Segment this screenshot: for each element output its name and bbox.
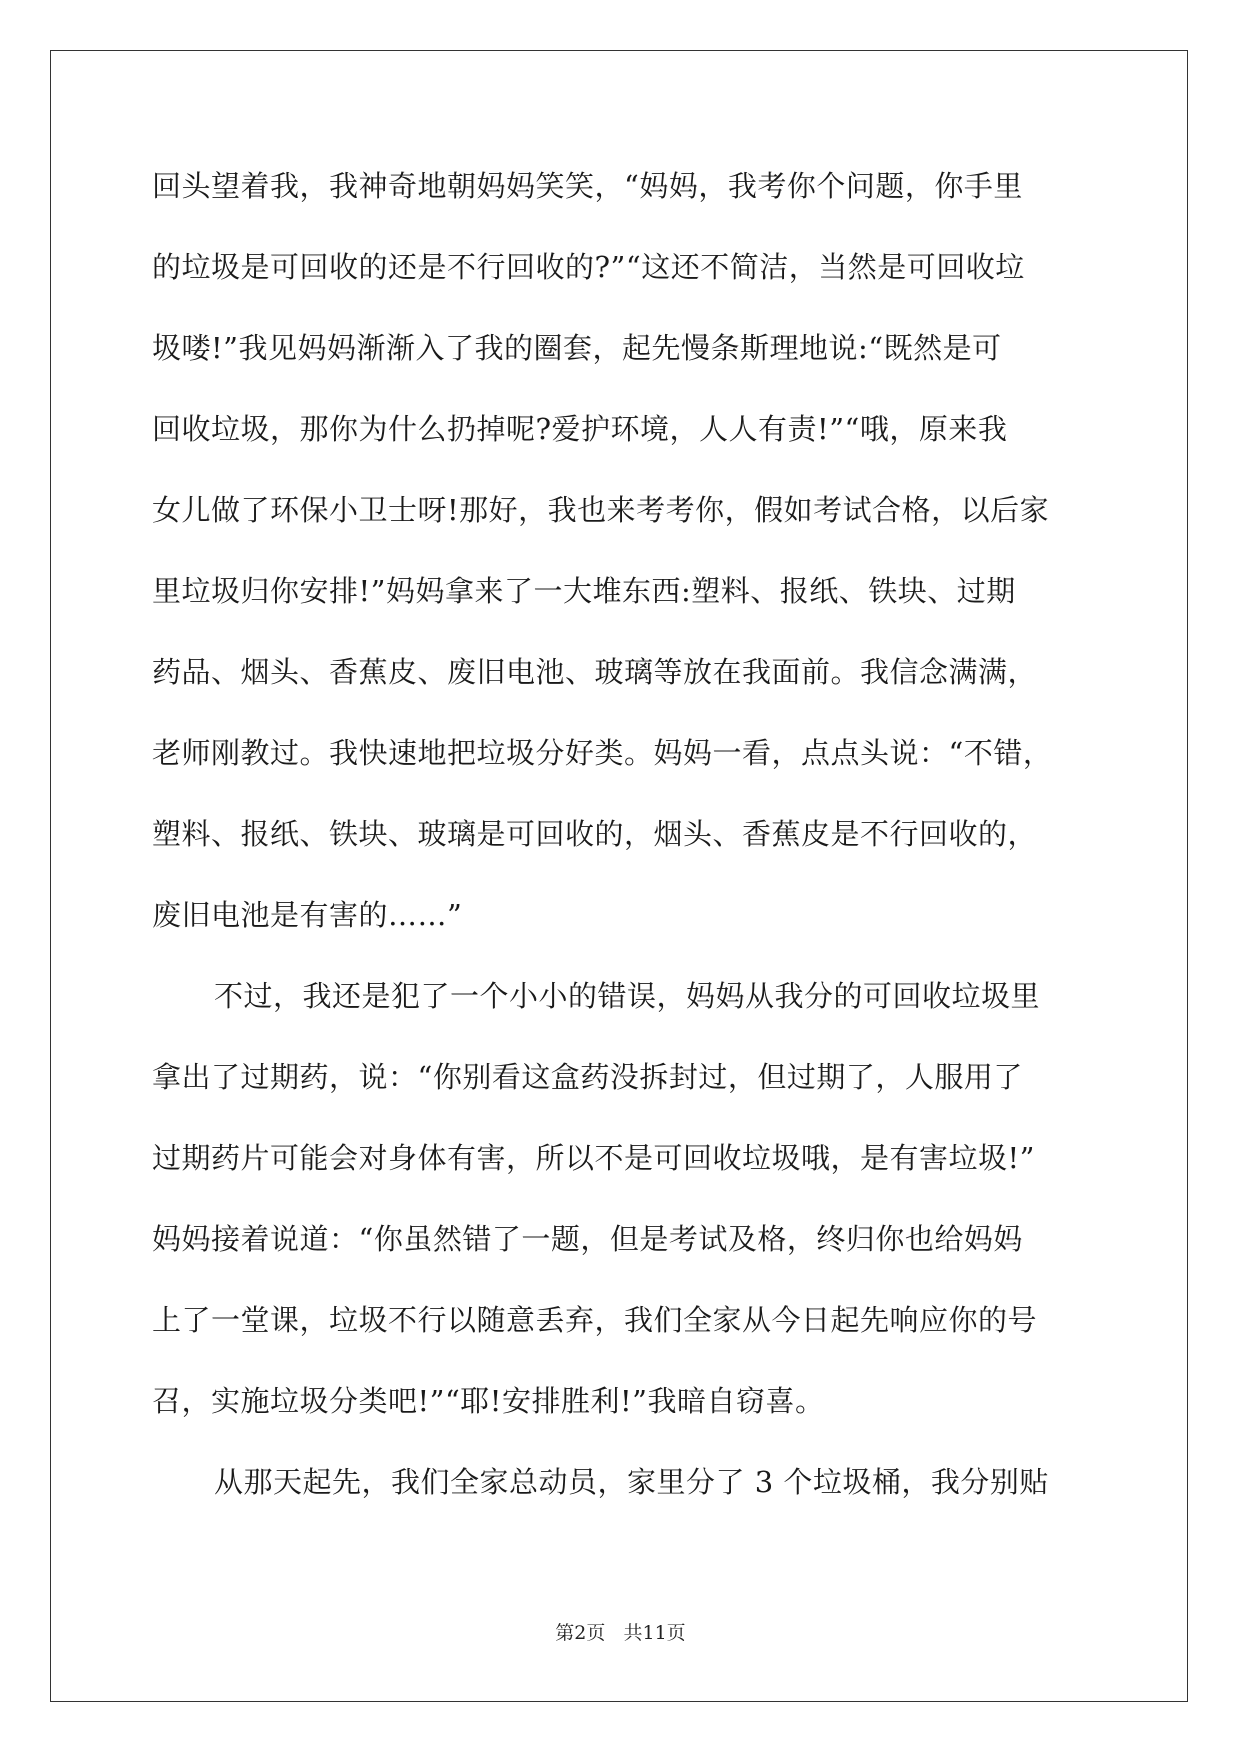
text-line: 过期药片可能会对身体有害，所以不是可回收垃圾哦，是有害垃圾!” bbox=[152, 1141, 1035, 1175]
text-line: 召，实施垃圾分类吧!”“耶!安排胜利!”我暗自窃喜。 bbox=[152, 1384, 825, 1418]
text-line: 老师刚教过。我快速地把垃圾分好类。妈妈一看，点点头说：“不错， bbox=[152, 736, 1053, 770]
text-line: 回收垃圾，那你为什么扔掉呢?爱护环境，人人有责!”“哦，原来我 bbox=[152, 412, 1008, 446]
text-line: 圾喽!”我见妈妈渐渐入了我的圈套，起先慢条斯理地说:“既然是可 bbox=[152, 331, 1002, 365]
text-line: 女儿做了环保小卫士呀!那好，我也来考考你，假如考试合格，以后家 bbox=[152, 493, 1050, 527]
text-line: 塑料、报纸、铁块、玻璃是可回收的，烟头、香蕉皮是不行回收的， bbox=[152, 817, 1038, 851]
text-line: 药品、烟头、香蕉皮、废旧电池、玻璃等放在我面前。我信念满满， bbox=[152, 655, 1038, 689]
text-line: 废旧电池是有害的……” bbox=[152, 898, 463, 932]
text-line: 里垃圾归你安排!”妈妈拿来了一大堆东西:塑料、报纸、铁块、过期 bbox=[152, 574, 1016, 608]
text-line: 上了一堂课，垃圾不行以随意丢弃，我们全家从今日起先响应你的号 bbox=[152, 1303, 1038, 1337]
text-line: 回头望着我，我神奇地朝妈妈笑笑，“妈妈，我考你个问题，你手里 bbox=[152, 169, 1023, 203]
text-line: 拿出了过期药，说：“你别看这盒药没拆封过，但过期了，人服用了 bbox=[152, 1060, 1023, 1094]
page-number: 第2页 共11页 bbox=[555, 1622, 686, 1644]
text-line: 的垃圾是可回收的还是不行回收的?”“这还不简洁，当然是可回收垃 bbox=[152, 250, 1025, 284]
paragraph-first-line: 从那天起先，我们全家总动员，家里分了 3 个垃圾桶，我分别贴 bbox=[214, 1465, 1049, 1499]
text-line: 妈妈接着说道：“你虽然错了一题，但是考试及格，终归你也给妈妈 bbox=[152, 1222, 1023, 1256]
paragraph-first-line: 不过，我还是犯了一个小小的错误，妈妈从我分的可回收垃圾里 bbox=[214, 979, 1041, 1013]
document-body bbox=[152, 160, 1092, 1537]
